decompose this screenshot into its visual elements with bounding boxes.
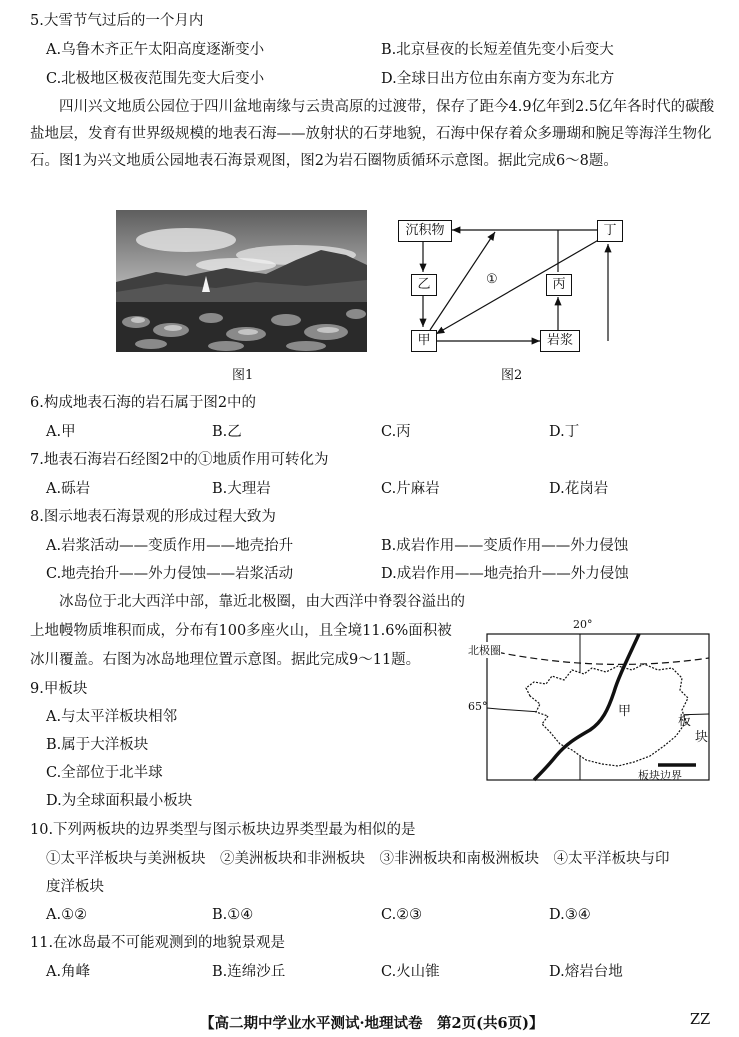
q10-option-b: B.①④ <box>212 907 254 923</box>
map-plate-ban-label: 板 <box>678 714 692 729</box>
q5-stem: 5.大雪节气过后的一个月内 <box>30 13 204 29</box>
q10-stem: 10.下列两板块的边界类型与图示板块边界类型最为相似的是 <box>30 822 416 838</box>
map-arctic-circle-label: 北极圈 <box>468 644 501 657</box>
q6-option-c: C.丙 <box>381 424 411 440</box>
q8-stem: 8.图示地表石海景观的形成过程大致为 <box>30 509 276 525</box>
q5-option-b: B.北京昼夜的长短差值先变小后变大 <box>381 42 614 58</box>
q11-option-a: A.角峰 <box>46 964 91 980</box>
figure2-rock-cycle-diagram <box>390 212 640 357</box>
q7-stem: 7.地表石海岩石经图2中的①地质作用可转化为 <box>30 452 329 468</box>
footer-title: 【高二期中学业水平测试·地理试卷 第2页(共6页)】 <box>200 1015 544 1032</box>
q10-options-line1: ①太平洋板块与美洲板块 ②美洲板块和非洲板块 ③非洲板块和南极洲板块 ④太平洋板块与印 <box>46 851 670 867</box>
q9-option-c: C.全部位于北半球 <box>46 765 163 781</box>
q9-option-b: B.属于大洋板块 <box>46 737 149 753</box>
q7-option-d: D.花岗岩 <box>549 481 609 497</box>
q10-option-d: D.③④ <box>549 907 591 923</box>
footer-code: ZZ <box>690 1012 711 1028</box>
q5-option-c: C.北极地区极夜范围先变大后变小 <box>46 71 265 87</box>
iceland-location-map <box>468 618 713 786</box>
passage-iceland-text: 冰岛位于北大西洋中部，靠近北极圈，由大西洋中脊裂谷溢出的上地幔物质堆积而成，分布有100多座火山，且全境11.6%面积被冰川覆盖。右图为冰岛地理位置示意图。据此完成9～11题。 <box>30 594 465 668</box>
map-plate-kuai-label: 块 <box>695 730 709 745</box>
passage-xingwen: 四川兴文地质公园位于四川盆地南缘与云贵高原的过渡带，保存了距今4.9亿年到2.5亿年各时代的碳酸盐地层，发育有世界级规模的地表石海——放射状的石芽地貌，石海中保存着众多珊瑚和腕足等海洋生物化石。图1为兴文地质公园地表石海景观图，图2为岩石圈物质循环示意图。据此完成6～8题。 <box>30 99 715 169</box>
q10-option-a: A.①② <box>46 907 88 923</box>
q11-option-c: C.火山锥 <box>381 964 440 980</box>
q5-option-a: A.乌鲁木齐正午太阳高度逐渐变小 <box>46 42 265 58</box>
map-plate-jia-label: 甲 <box>618 704 632 719</box>
q8-option-a: A.岩浆活动——变质作用——地壳抬升 <box>46 538 294 554</box>
q11-stem: 11.在冰岛最不可能观测到的地貌景观是 <box>30 935 286 951</box>
map-longitude-label: 20° <box>573 618 593 631</box>
q9-option-d: D.为全球面积最小板块 <box>46 793 193 809</box>
q11-option-b: B.连绵沙丘 <box>212 964 286 980</box>
rock-cycle-bing-box: 丙 <box>546 274 572 296</box>
q9-option-a: A.与太平洋板块相邻 <box>46 709 178 725</box>
rock-cycle-sediment-box: 沉积物 <box>398 220 452 242</box>
q11-option-d: D.熔岩台地 <box>549 964 623 980</box>
map-latitude-label: 65° <box>468 700 488 713</box>
q7-option-b: B.大理岩 <box>212 481 271 497</box>
rock-cycle-magma-box: 岩浆 <box>540 330 580 352</box>
q10-option-c: C.②③ <box>381 907 423 923</box>
map-legend-plate-boundary: 板块边界 <box>638 769 682 782</box>
q6-stem: 6.构成地表石海的岩石属于图2中的 <box>30 395 257 411</box>
q7-option-c: C.片麻岩 <box>381 481 440 497</box>
q8-option-b: B.成岩作用——变质作用——外力侵蚀 <box>381 538 629 554</box>
rock-cycle-ding-box: 丁 <box>597 220 623 242</box>
figure1-caption: 图1 <box>232 368 254 383</box>
rock-cycle-yi-box: 乙 <box>411 274 437 296</box>
q10-options-line2: 度洋板块 <box>46 879 104 895</box>
figure1-stone-sea-photo <box>116 210 367 352</box>
rock-cycle-process-1-label: ① <box>486 272 498 287</box>
q6-option-a: A.甲 <box>46 424 76 440</box>
q9-stem: 9.甲板块 <box>30 681 88 697</box>
figure2-caption: 图2 <box>501 368 523 383</box>
rock-cycle-jia-box: 甲 <box>411 330 437 352</box>
q8-option-d: D.成岩作用——地壳抬升——外力侵蚀 <box>381 566 629 582</box>
q7-option-a: A.砾岩 <box>46 481 91 497</box>
q6-option-d: D.丁 <box>549 424 580 440</box>
q5-option-d: D.全球日出方位由东南方变为东北方 <box>381 71 615 87</box>
q8-option-c: C.地壳抬升——外力侵蚀——岩浆活动 <box>46 566 294 582</box>
q6-option-b: B.乙 <box>212 424 242 440</box>
